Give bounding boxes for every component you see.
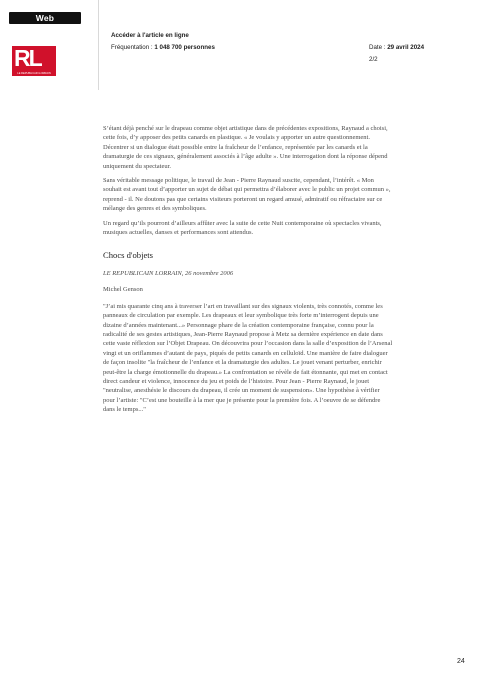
logo-tagline: LE RÉPUBLICAIN LORRAIN [17, 72, 51, 75]
page-number: 24 [457, 658, 465, 665]
article-paragraph: "J’ai mis quarante cinq ans à traverser l’art en travaillant sur des signaux violents, très connotés, comme les panneaux de circulation par exemple. Les drapeaux et leur symbolique très forte m’interrogent depuis une dizaine d’années maintenant...» Personnage phare de la création contemporaine française, connu pour la radicalité de ses gestes artistiques, Jean-Pierre Raynaud propose à Metz sa dernière expérience en date dans cette vaste réflexion sur l’Objet Drapeau. On découvrira pour l’occasion dans la salle d’exposition de l’Arsenal vingt et un oriflammes d’autant de pays, piqués de petits canards en celluloïd. Une manière de faire dialoguer de façon insolite "la fraîcheur de l’enfance et la dramaturgie des adultes. Le jouet venant perturber, enrichir peut-être la charge émotionnelle du drapeau.» La confrontation se révèle de fait étonnante, qui met en contact direct candeur et violence, innocence du jeu et poids de l’histoire. Pour Jean - Pierre Raynaud, le jouet "neutralise, anesthésie le discours du drapeau, il crée un moment de suspension». Une hypothèse à vérifier pour l’artiste: "C’est une bouteille à la mer que je présente pour la première fois. A l’oeuvre de se défendre dans le temps..." [103, 302, 393, 414]
newspaper-logo [12, 46, 56, 76]
article-paragraph: S’étant déjà penché sur le drapeau comme objet artistique dans de précédentes expositions, Raynaud a choisi, cette fois, d’y apposer des petits canards en plastique. « Je voulais y apporter un autre questionnement. Décentrer si un dialogue était possible entre la fraîcheur de l’enfance, représentée par les canards et la dramaturgie de ces signaux, généralement associés à l’âge adulte ». Une interrogation dont la réponse dépend uniquement du spectateur. [103, 125, 388, 170]
article-source: LE REPUBLICAIN LORRAIN, 26 novembre 2006 [103, 269, 234, 277]
date-line [369, 44, 424, 51]
date-label: Date : [369, 44, 388, 51]
logo-mark: RL [14, 46, 41, 71]
article-paragraph: Sans véritable message politique, le travail de Jean - Pierre Raynaud suscite, cependant, l’intérêt. « Mon souhait est avant tout d’apporter un sujet de débat qui permettra d’élaborer avec le public un projet commun », reprend - il. Ne doutons pas que certains visiteurs porteront un regard amusé, admiratif ou réfractaire sur ce mélange des genres et des symboliques. [103, 177, 391, 213]
audience-line [111, 44, 215, 51]
date-value: 29 avril 2024 [387, 44, 425, 51]
audience-value: 1 048 700 personnes [154, 44, 215, 51]
web-badge: Web [9, 12, 81, 24]
article-link[interactable]: Accéder à l'article en ligne [111, 32, 189, 39]
audience-label: Fréquentation : [111, 44, 155, 51]
article-body [103, 124, 393, 420]
article-paragraph: Un regard qu’ils pourront d’ailleurs affûter avec la suite de cette Nuit contemporaine où spectacles vivants, musiques actuelles, danses et performances sont attendus. [103, 219, 382, 237]
section-title: Chocs d'objets [103, 250, 154, 261]
page-indicator: 2/2 [369, 56, 378, 63]
article-author: Michel Genson [103, 286, 143, 294]
header-divider [98, 0, 99, 90]
